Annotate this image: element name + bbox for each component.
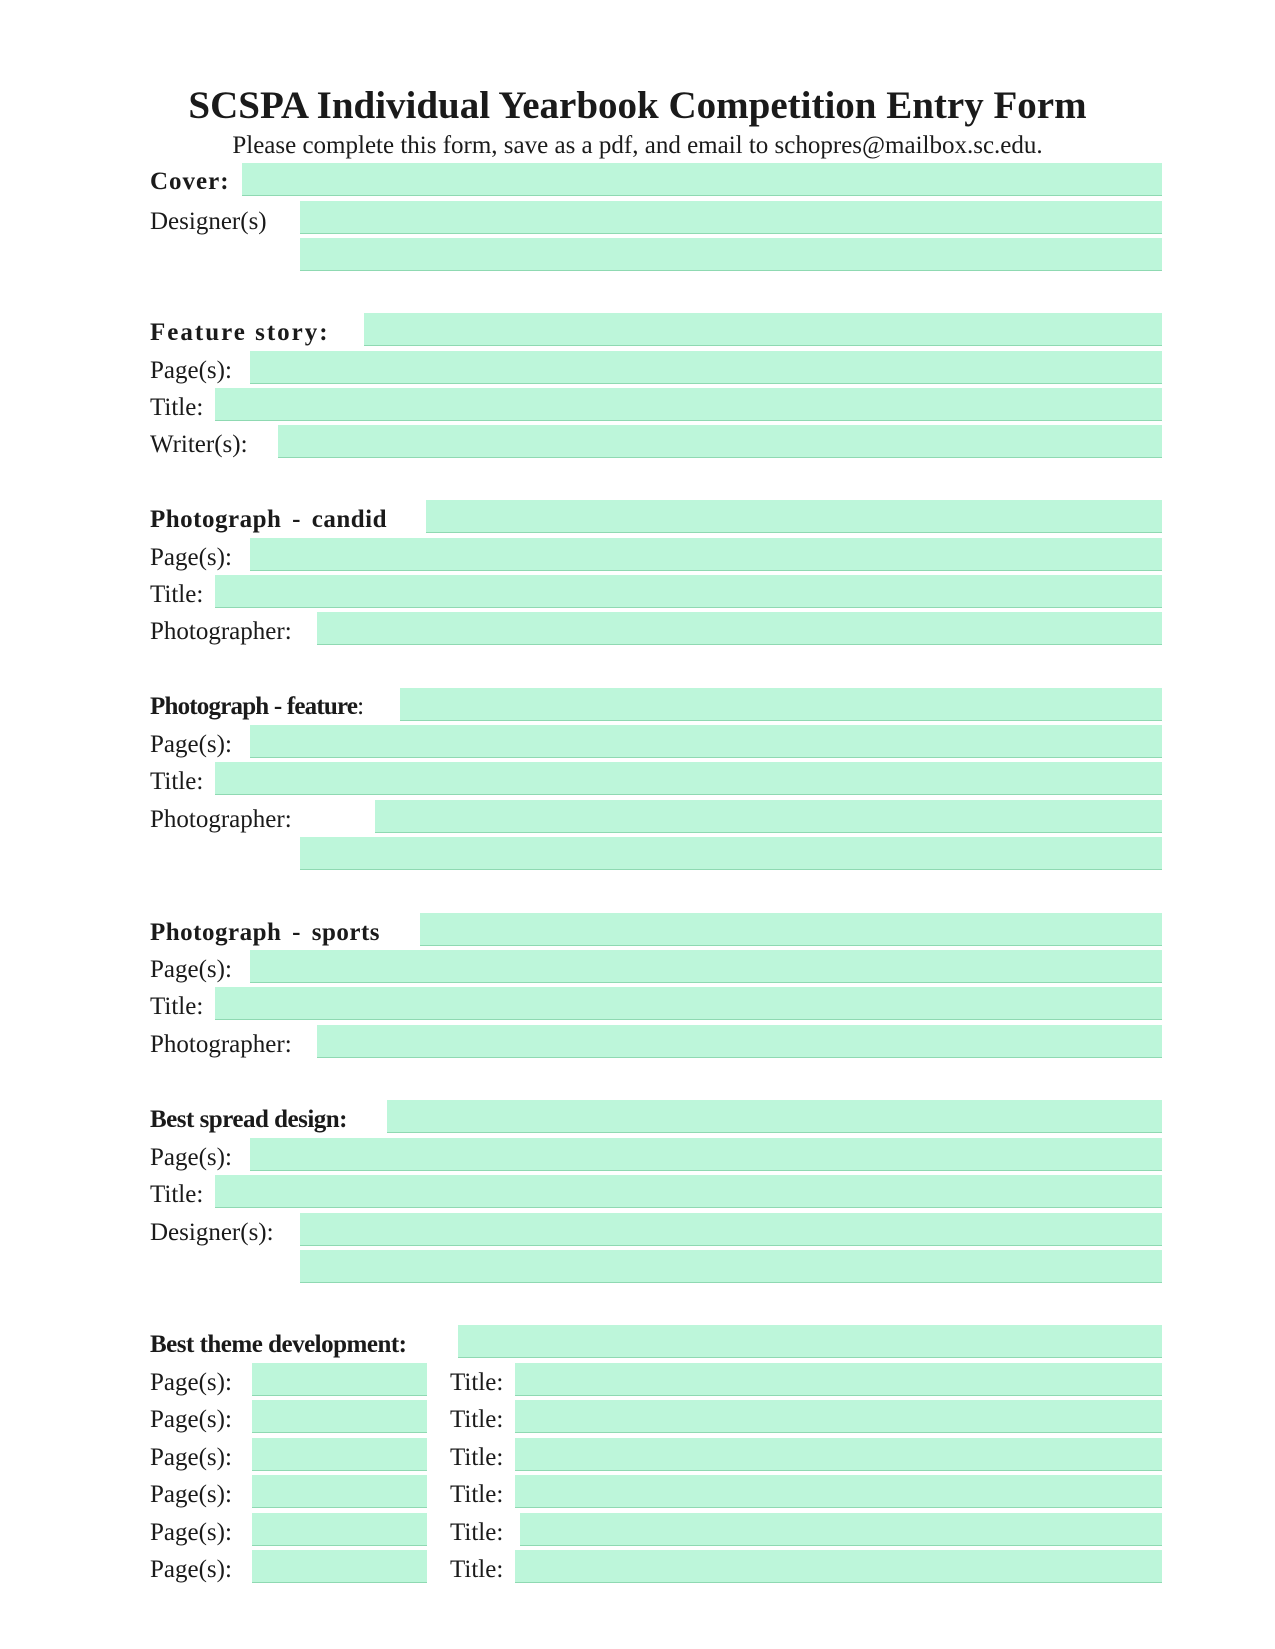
theme-row-pages-label: Page(s): <box>150 1481 232 1508</box>
photo-feature-title-label: Title: <box>150 768 204 795</box>
cover-designer-field-1[interactable] <box>300 201 1162 234</box>
theme-development-name-field[interactable] <box>458 1325 1162 1358</box>
theme-row-title-label: Title: <box>450 1369 504 1396</box>
photo-sports-heading: Photograph - sports <box>150 919 381 946</box>
feature-story-name-field[interactable] <box>364 313 1162 346</box>
photo-sports-photographer-label: Photographer: <box>150 1031 292 1058</box>
spread-design-title-field[interactable] <box>215 1175 1162 1208</box>
theme-row-pages-label: Page(s): <box>150 1556 232 1583</box>
photo-feature-pages-label: Page(s): <box>150 731 232 758</box>
photo-candid-pages-field[interactable] <box>250 538 1162 571</box>
photo-feature-heading-wrap <box>150 692 364 722</box>
photo-feature-heading: Photograph - feature <box>150 693 358 720</box>
feature-story-writers-label: Writer(s): <box>150 431 248 458</box>
photo-sports-title-field[interactable] <box>215 987 1162 1020</box>
spread-design-designer-field-1[interactable] <box>300 1213 1162 1246</box>
photo-candid-photographer-field[interactable] <box>317 612 1162 645</box>
theme-row-title-label: Title: <box>450 1444 504 1471</box>
spread-design-name-field[interactable] <box>387 1100 1162 1133</box>
cover-designers-label: Designer(s) <box>150 208 267 235</box>
photo-sports-photographer-field[interactable] <box>317 1025 1162 1058</box>
feature-story-writers-field[interactable] <box>278 425 1162 458</box>
cover-heading: Cover: <box>150 168 230 195</box>
theme-row-title-field[interactable] <box>515 1550 1162 1583</box>
photo-feature-pages-field[interactable] <box>250 725 1162 758</box>
feature-story-pages-label: Page(s): <box>150 357 232 384</box>
theme-row-title-field[interactable] <box>515 1438 1162 1471</box>
theme-row-title-label: Title: <box>450 1519 504 1546</box>
theme-row-title-label: Title: <box>450 1481 504 1508</box>
theme-row-title-label: Title: <box>450 1406 504 1433</box>
theme-row-title-field[interactable] <box>520 1513 1162 1546</box>
form-title: SCSPA Individual Yearbook Competition Entry Form <box>188 84 1087 127</box>
photo-candid-title-label: Title: <box>150 581 204 608</box>
theme-row-pages-field[interactable] <box>252 1550 427 1583</box>
theme-row-pages-field[interactable] <box>252 1475 427 1508</box>
photo-candid-photographer-label: Photographer: <box>150 618 292 645</box>
theme-row-title-field[interactable] <box>515 1400 1162 1433</box>
theme-row-title-field[interactable] <box>515 1475 1162 1508</box>
photo-feature-photographer-field-2[interactable] <box>300 837 1162 870</box>
theme-row-pages-label: Page(s): <box>150 1444 232 1471</box>
feature-story-title-field[interactable] <box>215 388 1162 421</box>
photo-candid-heading: Photograph - candid <box>150 506 387 533</box>
cover-designer-field-2[interactable] <box>300 238 1162 271</box>
theme-row-pages-label: Page(s): <box>150 1519 232 1546</box>
theme-row-pages-field[interactable] <box>252 1363 427 1396</box>
spread-design-heading: Best spread design: <box>150 1106 348 1133</box>
photo-sports-title-label: Title: <box>150 993 204 1020</box>
theme-row-pages-label: Page(s): <box>150 1406 232 1433</box>
photo-sports-name-field[interactable] <box>420 913 1162 946</box>
photo-candid-name-field[interactable] <box>426 500 1162 533</box>
photo-feature-name-field[interactable] <box>400 688 1162 721</box>
feature-story-title-label: Title: <box>150 394 204 421</box>
cover-name-field[interactable] <box>242 163 1162 196</box>
photo-sports-pages-field[interactable] <box>250 950 1162 983</box>
theme-row-pages-field[interactable] <box>252 1513 427 1546</box>
theme-row-title-field[interactable] <box>515 1363 1162 1396</box>
spread-design-designers-label: Designer(s): <box>150 1219 274 1246</box>
theme-row-pages-field[interactable] <box>252 1438 427 1471</box>
theme-row-title-label: Title: <box>450 1556 504 1583</box>
photo-candid-pages-label: Page(s): <box>150 544 232 571</box>
photo-feature-colon: : <box>357 693 365 720</box>
photo-feature-photographer-label: Photographer: <box>150 806 292 833</box>
spread-design-designer-field-2[interactable] <box>300 1250 1162 1283</box>
theme-development-heading: Best theme development: <box>150 1331 407 1358</box>
form-instructions: Please complete this form, save as a pdf, and email to schopres@mailbox.sc.edu. <box>232 132 1043 159</box>
spread-design-title-label: Title: <box>150 1181 204 1208</box>
theme-row-pages-label: Page(s): <box>150 1369 232 1396</box>
photo-feature-photographer-field-1[interactable] <box>375 800 1162 833</box>
spread-design-pages-label: Page(s): <box>150 1144 232 1171</box>
photo-sports-pages-label: Page(s): <box>150 956 232 983</box>
spread-design-pages-field[interactable] <box>250 1138 1162 1171</box>
feature-story-pages-field[interactable] <box>250 351 1162 384</box>
photo-candid-title-field[interactable] <box>215 575 1162 608</box>
theme-row-pages-field[interactable] <box>252 1400 427 1433</box>
photo-feature-title-field[interactable] <box>215 762 1162 795</box>
feature-story-heading: Feature story: <box>150 319 330 346</box>
